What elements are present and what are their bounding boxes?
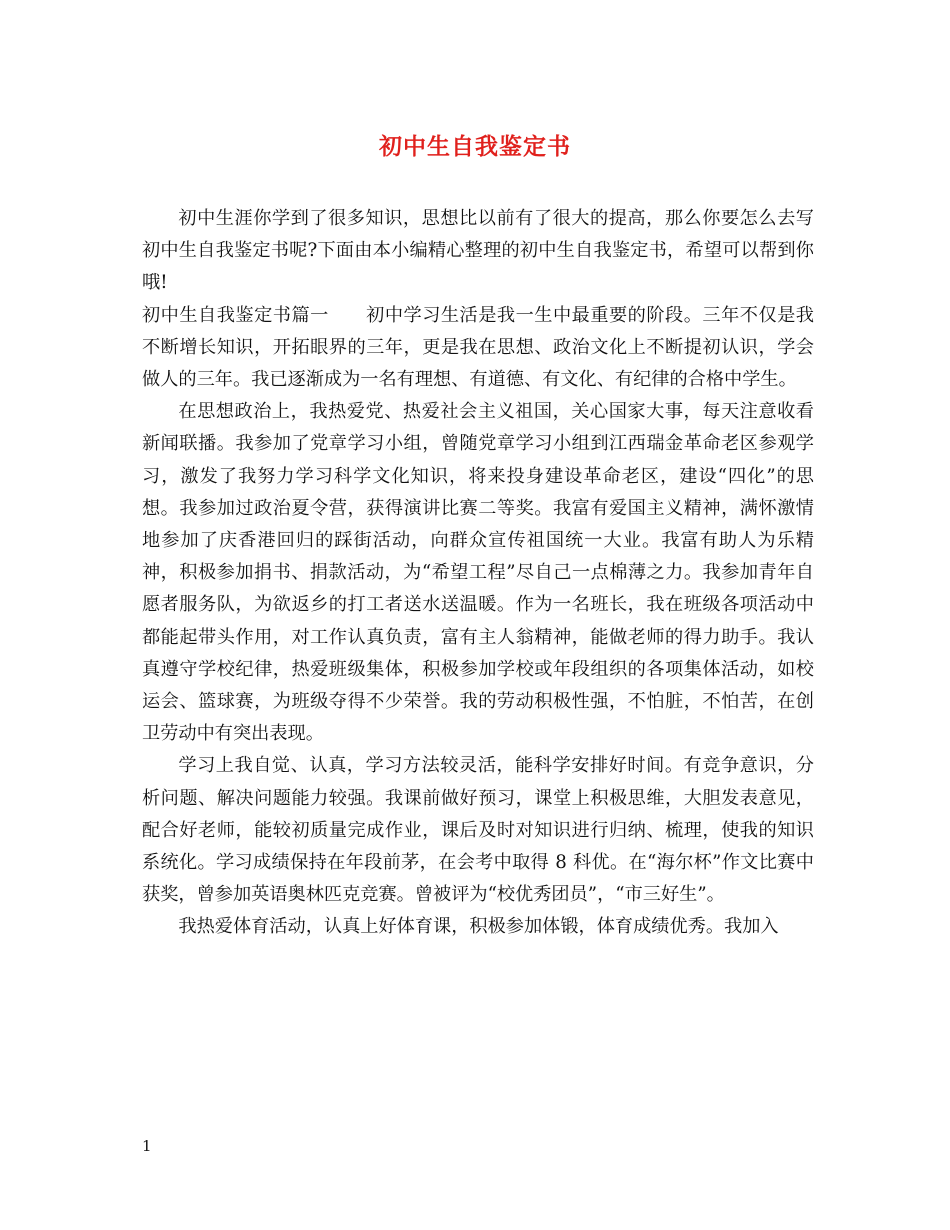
sports-paragraph: 我热爱体育活动，认真上好体育课，积极参加体锻，体育成绩优秀。我加入 [178,916,779,938]
document-title: 初中生自我鉴定书 [379,133,571,160]
document-body [142,203,814,944]
politics-paragraph: 在思想政治上，我热爱党、热爱社会主义祖国，关心国家大事，每天注意收看新闻联播。我参加了党章学习小组，曾随党章学习小组到江西瑞金革命老区参观学习，激发了我努力学习科学文化知识，将来投身建设革命老区，建设“四化”的思想。我参加过政治夏令营，获得演讲比赛二等奖。我富有爱国主义精神，满怀激情地参加了庆香港回归的踩街活动，向群众宣传祖国统一大业。我富有助人为乐精神，积极参加捐书、捐款活动，为“希望工程”尽自己一点棉薄之力。我参加青年自愿者服务队，为欲返乡的打工者送水送温暖。作为一名班长，我在班级各项活动中都能起带头作用，对工作认真负责，富有主人翁精神，能做老师的得力助手。我认真遵守学校纪律，热爱班级集体，积极参加学校或年段组织的各项集体活动，如校运会、篮球赛，为班级夺得不少荣誉。我的劳动积极性强，不怕脏，不怕苦，在创卫劳动中有突出表现。 [142,401,814,745]
section-one-paragraph: 初中生自我鉴定书篇一 初中学习生活是我一生中最重要的阶段。三年不仅是我不断增长知识，开拓眼界的三年，更是我在思想、政治文化上不断提初认识，学会做人的三年。我已逐渐成为一名有理想、有道德、有文化、有纪律的合格中学生。 [142,304,814,391]
page-number: 1 [142,1137,152,1155]
study-paragraph: 学习上我自觉、认真，学习方法较灵活，能科学安排好时间。有竞争意识，分析问题、解决问题能力较强。我课前做好预习，课堂上积极思维，大胆发表意见，配合好老师，能较初质量完成作业，课后及时对知识进行归纳、梳理，使我的知识系统化。学习成绩保持在年段前茅，在会考中取得 8 科优。在“海尔杯”作文比赛中获奖，曾参加英语奥林匹克竞赛。曾被评为“校优秀团员”，“市三好生”。 [142,755,814,906]
intro-paragraph: 初中生涯你学到了很多知识，思想比以前有了很大的提高，那么你要怎么去写初中生自我鉴定书呢?下面由本小编精心整理的初中生自我鉴定书，希望可以帮到你哦! [142,208,814,294]
